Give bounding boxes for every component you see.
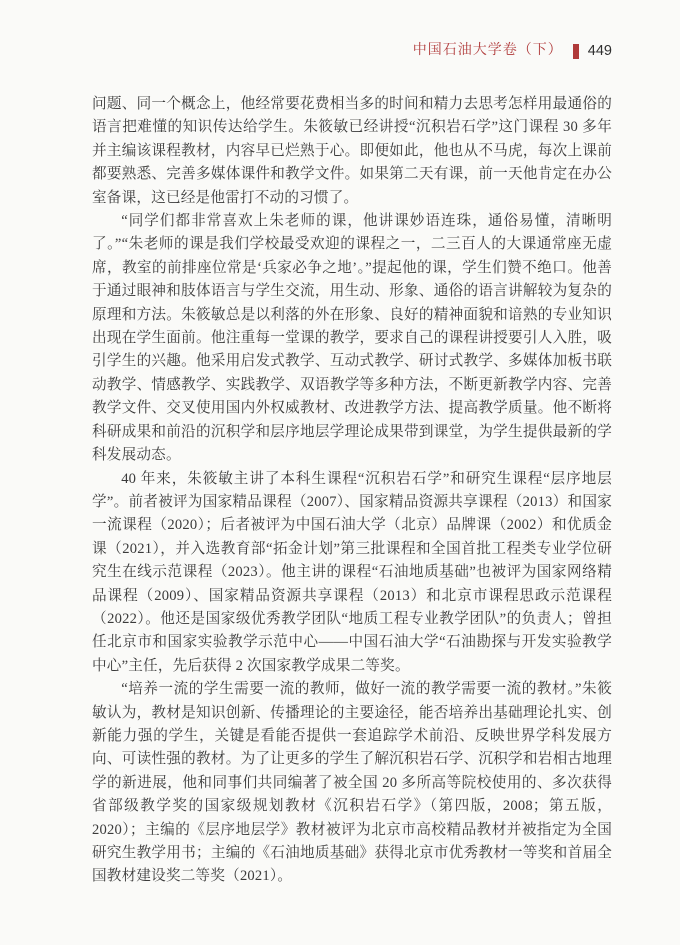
paragraph-textbooks: “培养一流的学生需要一流的教师，做好一流的教学需要一流的教材。”朱筱敏认为，教材是知识创新、传播理论的主要途径，能否培养出基础理论扎实、创新能力强的学生，关键是看能否提供一套追踪学术前沿、反映世界学科发展方向、可读性强的教材。为了让更多的学生了解沉积岩石学、沉积学和岩相古地理学的新进展，他和同事们共同编著了被全国 20 多所高等院校使用的、多次获得省部级教学奖的国家级规划教材《沉积岩石学》（第四版，2008；第五版，2020）；主编的《层序地层学》教材被评为北京市高校精品教材并被指定为全国研究生教学用书；主编的《石油地质基础》获得北京市优秀教材一等奖和首届全国教材建设奖二等奖（2021）。: [92, 681, 612, 885]
paragraph-course-honors: 40 年来，朱筱敏主讲了本科生课程“沉积岩石学”和研究生课程“层序地层学”。前者被评为国家精品课程（2007）、国家精品资源共享课程（2013）和国家一流课程（2020）；后者被评为中国石油大学（北京）品牌课（2002）和优质金课（2021），并入选教育部“拓金计划”第三批课程和全国首批工程类专业学位研究生在线示范课程（2023）。他主讲的课程“石油地质基础”也被评为国家网络精品课程（2009）、国家精品资源共享课程（2013）和北京市课程思政示范课程（2022）。他还是国家级优秀教学团队“地质工程专业教学团队”的负责人；曾担任北京市和国家实验教学示范中心——中国石油大学“石油勘探与开发实验教学中心”主任，先后获得 2 次国家教学成果二等奖。: [92, 470, 612, 674]
volume-title: 中国石油大学卷（下）: [412, 43, 563, 58]
page-divider-bar: [573, 44, 579, 59]
paragraph-continuation: 问题、同一个概念上，他经常要花费相当多的时间和精力去思考怎样用最通俗的语言把难懂的知识传达给学生。朱筱敏已经讲授“沉积岩石学”这门课程 30 多年并主编该课程教材，内容早已烂熟于心。即便如此，他也从不马虎，每次上课前都要熟悉、完善多媒体课件和教学文件。如果第二天有课，前一天他肯定在办公室备课，这已经是他雷打不动的习惯了。: [92, 96, 612, 206]
running-header: [92, 42, 612, 60]
paragraph-teaching-style: “同学们都非常喜欢上朱老师的课，他讲课妙语连珠，通俗易懂，清晰明了。”“朱老师的课是我们学校最受欢迎的课程之一，二三百人的大课通常座无虚席，教室的前排座位常是‘兵家必争之地’。”提起他的课，学生们赞不绝口。他善于通过眼神和肢体语言与学生交流，用生动、形象、通俗的语言讲解较为复杂的原理和方法。朱筱敏总是以利落的外在形象、良好的精神面貌和谙熟的专业知识出现在学生面前。他注重每一堂课的教学，要求自己的课程讲授要引人入胜，吸引学生的兴趣。他采用启发式教学、互动式教学、研讨式教学、多媒体加板书联动教学、情感教学、实践教学、双语教学等多种方法，不断更新教学内容、完善教学文件、交叉使用国内外权威教材、改进教学方法、提高教学质量。他不断将科研成果和前沿的沉积学和层序地层学理论成果带到课堂，为学生提供最新的学科发展动态。: [92, 213, 612, 464]
page-number: 449: [587, 43, 612, 59]
body-text-block: [92, 93, 612, 889]
